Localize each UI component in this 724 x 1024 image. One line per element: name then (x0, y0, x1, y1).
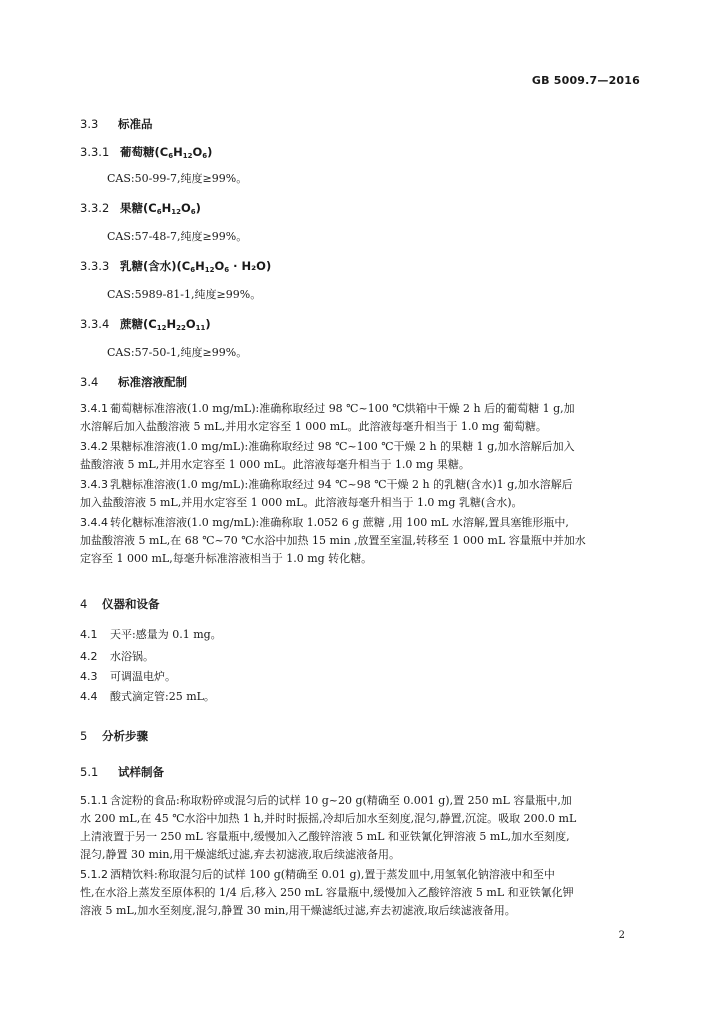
paragraph-3-4-4: 3.4.4 转化糖标准溶液(1.0 mg/mL):准确称取 1.052 6 g 蔗糖 ,用 100 mL 水溶解,置具塞锥形瓶中, 加盐酸溶液 5 mL,在 68 ℃~70 ℃水浴中加热 15 min ,放置至室温,转移至 1 000 mL 容量瓶中并加水 定容至 1 000 mL,每毫升标准溶液相当于 1.0 mg 转化糖。 (80, 516, 586, 565)
section-number: 3.3 (80, 117, 99, 131)
section-number: 5 (80, 729, 88, 743)
heading-3-4 (80, 374, 187, 390)
section-title: 标准品 (118, 117, 153, 131)
paragraph-3-4-2: 3.4.2 果糖标准溶液(1.0 mg/mL):准确称取经过 98 ℃~100 ℃干燥 2 h 的果糖 1 g,加水溶解后加入 盐酸溶液 5 mL,并用水定容至 1 000 mL。此溶液每毫升相当于 1.0 mg 果糖。 (80, 440, 575, 471)
cas-glucose: CAS:50-99-7,纯度≥99%。 (107, 172, 248, 185)
heading-3-3-4 (80, 316, 211, 332)
section-title: 乳糖(含水)$(C_6H_{12}O_6 \cdot H_2O)$ (120, 259, 272, 274)
section-title: 标准溶液配制 (118, 375, 187, 389)
item-4-1: 4.1 天平:感量为 0.1 mg。 (80, 628, 222, 641)
item-4-2: 4.2 水浴锅。 (80, 650, 154, 663)
clause-number: 3.4.3 (80, 478, 108, 491)
paragraph-3-4-3: 3.4.3 乳糖标准溶液(1.0 mg/mL):准确称取经过 94 ℃~98 ℃干燥 2 h 的乳糖(含水)1 g,加水溶解后 加入盐酸溶液 5 mL,并用水定容至 1 000 mL。此溶液每毫升相当于 1.0 mg 乳糖(含水)。 (80, 478, 573, 509)
section-title: 仪器和设备 (102, 597, 160, 611)
cas-lactose: CAS:5989-81-1,纯度≥99%。 (107, 288, 262, 301)
section-title: 葡萄糖$(C_6H_{12}O_6)$ (120, 145, 213, 160)
clause-number: 5.1.1 (80, 794, 108, 807)
heading-3-3-2 (80, 200, 201, 216)
heading-3-3-3 (80, 258, 271, 274)
section-number: 4 (80, 597, 88, 611)
paragraph-5-1-2: 5.1.2 酒精饮料:称取混匀后的试样 100 g(精确至 0.01 g),置于蒸发皿中,用氢氧化钠溶液中和至中 性,在水浴上蒸发至原体积的 1/4 后,移入 250 mL 容量瓶中,缓慢加入乙酸锌溶液 5 mL 和亚铁氰化钾 溶液 5 mL,加水至刻度,混匀,静置 30 min,用干燥滤纸过滤,弃去初滤液,取后续滤液备用。 (80, 868, 574, 917)
section-number: 3.3.2 (80, 201, 110, 215)
heading-3-3-1 (80, 144, 212, 160)
clause-number: 3.4.1 (80, 402, 108, 415)
cas-sucrose: CAS:57-50-1,纯度≥99%。 (107, 346, 248, 359)
page-number: 2 (618, 930, 625, 941)
section-number: 3.3.1 (80, 145, 110, 159)
paragraph-3-4-1: 3.4.1 葡萄糖标准溶液(1.0 mg/mL):准确称取经过 98 ℃~100 ℃烘箱中干燥 2 h 后的葡萄糖 1 g,加 水溶解后加入盐酸溶液 5 mL,并用水定容至 1 000 mL。此溶液每毫升相当于 1.0 mg 葡萄糖。 (80, 402, 575, 433)
section-title: 分析步骤 (102, 729, 148, 743)
section-number: 3.3.4 (80, 317, 110, 331)
cas-fructose: CAS:57-48-7,纯度≥99%。 (107, 230, 248, 243)
item-4-4: 4.4 酸式滴定管:25 mL。 (80, 690, 215, 703)
clause-number: 5.1.2 (80, 868, 108, 881)
section-number: 5.1 (80, 765, 99, 779)
paragraph-5-1-1: 5.1.1 含淀粉的食品:称取粉碎或混匀后的试样 10 g~20 g(精确至 0.001 g),置 250 mL 容量瓶中,加 水 200 mL,在 45 ℃水浴中加热 1 h,并时时振摇,冷却后加水至刻度,混匀,静置,沉淀。吸取 200.0 mL 上清液置于另一 250 mL 容量瓶中,缓慢加入乙酸锌溶液 5 mL 和亚铁氰化钾溶液 5 mL,加水至刻度, 混匀,静置 30 min,用干燥滤纸过滤,弃去初滤液,取后续滤液备用。 (80, 794, 577, 861)
section-title: 试样制备 (118, 765, 164, 779)
heading-4 (80, 596, 160, 612)
item-4-3: 4.3 可调温电炉。 (80, 670, 176, 683)
heading-5 (80, 728, 148, 744)
clause-number: 3.4.4 (80, 516, 108, 529)
section-title: 果糖$(C_6H_{12}O_6)$ (120, 201, 201, 216)
standard-code: GB 5009.7—2016 (531, 74, 640, 87)
heading-5-1 (80, 764, 164, 780)
section-number: 3.4 (80, 375, 99, 389)
section-number: 3.3.3 (80, 259, 110, 273)
section-title: 蔗糖$(C_{12}H_{22}O_{11})$ (120, 317, 211, 332)
clause-number: 3.4.2 (80, 440, 108, 453)
heading-3-3 (80, 116, 153, 132)
